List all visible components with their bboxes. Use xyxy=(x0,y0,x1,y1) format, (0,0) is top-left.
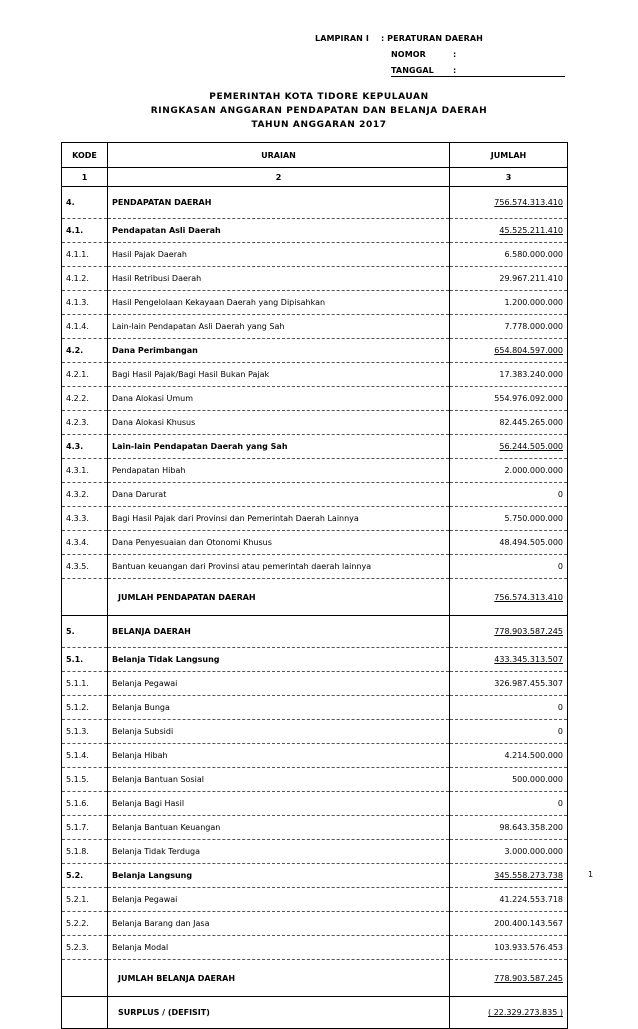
table-row xyxy=(62,648,568,672)
row-kode: 4.1.4. xyxy=(62,315,108,339)
row-kode: 4.3.3. xyxy=(62,507,108,531)
row-kode: 5.1.4. xyxy=(62,744,108,768)
table-row xyxy=(62,936,568,960)
table-row xyxy=(62,792,568,816)
title-line-1: PEMERINTAH KOTA TIDORE KEPULAUAN xyxy=(209,92,429,102)
row-uraian: Dana Alokasi Khusus xyxy=(108,411,450,435)
row-uraian: SURPLUS / (DEFISIT) xyxy=(108,997,450,1029)
row-kode: 5.1.6. xyxy=(62,792,108,816)
page-number: 1 xyxy=(588,870,594,879)
row-kode: 4.2.1. xyxy=(62,363,108,387)
table-row xyxy=(62,555,568,579)
row-kode: 5.1.1. xyxy=(62,672,108,696)
row-kode: 4.3.1. xyxy=(62,459,108,483)
row-uraian: JUMLAH PENDAPATAN DAERAH xyxy=(108,579,450,616)
row-kode: 5. xyxy=(62,616,108,648)
table-row xyxy=(62,531,568,555)
row-uraian: Bagi Hasil Pajak/Bagi Hasil Bukan Pajak xyxy=(108,363,450,387)
row-jumlah: 500.000.000 xyxy=(450,768,568,792)
row-jumlah: 654.804.597.000 xyxy=(450,339,568,363)
row-uraian: Belanja Bunga xyxy=(108,696,450,720)
row-jumlah: 200.400.143.567 xyxy=(450,912,568,936)
row-kode: 4.3. xyxy=(62,435,108,459)
row-kode: 4.1.2. xyxy=(62,267,108,291)
row-uraian: Bagi Hasil Pajak dari Provinsi dan Pemerintah Daerah Lainnya xyxy=(108,507,450,531)
table-row xyxy=(62,816,568,840)
row-jumlah: 0 xyxy=(450,696,568,720)
column-number-1: 1 xyxy=(62,168,108,187)
table-row xyxy=(62,459,568,483)
row-uraian: PENDAPATAN DAERAH xyxy=(108,187,450,219)
row-kode: 4.2. xyxy=(62,339,108,363)
table-row xyxy=(62,912,568,936)
row-kode: 5.1.5. xyxy=(62,768,108,792)
header-jumlah: JUMLAH xyxy=(450,143,568,168)
table-row xyxy=(62,672,568,696)
row-jumlah: 29.967.211.410 xyxy=(450,267,568,291)
lampiran-value: : PERATURAN DAERAH xyxy=(381,34,483,43)
table-row xyxy=(62,768,568,792)
table-row xyxy=(62,744,568,768)
row-uraian: Pendapatan Hibah xyxy=(108,459,450,483)
row-uraian: Belanja Tidak Terduga xyxy=(108,840,450,864)
table-row xyxy=(62,960,568,997)
row-jumlah: 6.580.000.000 xyxy=(450,243,568,267)
row-uraian: Dana Darurat xyxy=(108,483,450,507)
table-row xyxy=(62,435,568,459)
row-jumlah: 778.903.587.245 xyxy=(450,960,568,997)
row-jumlah: 778.903.587.245 xyxy=(450,616,568,648)
row-jumlah: 7.778.000.000 xyxy=(450,315,568,339)
row-uraian: Belanja Modal xyxy=(108,936,450,960)
column-number-2: 2 xyxy=(108,168,450,187)
table-row xyxy=(62,291,568,315)
row-uraian: Belanja Barang dan Jasa xyxy=(108,912,450,936)
table-row xyxy=(62,720,568,744)
row-kode: 4.2.2. xyxy=(62,387,108,411)
row-kode: 4.1. xyxy=(62,219,108,243)
table-row xyxy=(62,387,568,411)
row-kode: 5.1. xyxy=(62,648,108,672)
row-jumlah: 103.933.576.453 xyxy=(450,936,568,960)
row-kode: 5.2.2. xyxy=(62,912,108,936)
row-uraian: Belanja Langsung xyxy=(108,864,450,888)
row-kode: 4.3.2. xyxy=(62,483,108,507)
table-row xyxy=(62,579,568,616)
table-row xyxy=(62,267,568,291)
row-kode: 4.1.3. xyxy=(62,291,108,315)
row-uraian: BELANJA DAERAH xyxy=(108,616,450,648)
row-uraian: Belanja Pegawai xyxy=(108,672,450,696)
header-kode: KODE xyxy=(62,143,108,168)
lampiran-label: LAMPIRAN I xyxy=(315,34,369,43)
row-jumlah: 0 xyxy=(450,720,568,744)
title-line-3: TAHUN ANGGARAN 2017 xyxy=(251,120,387,130)
row-jumlah: 756.574.313.410 xyxy=(450,187,568,219)
table-row xyxy=(62,997,568,1029)
row-jumlah: 1.200.000.000 xyxy=(450,291,568,315)
row-jumlah: 326.987.455.307 xyxy=(450,672,568,696)
column-number-row xyxy=(62,168,568,187)
table-header-row xyxy=(62,143,568,168)
row-uraian: Lain-lain Pendapatan Asli Daerah yang Sah xyxy=(108,315,450,339)
row-kode: 5.1.2. xyxy=(62,696,108,720)
table-row xyxy=(62,864,568,888)
nomor-label: NOMOR xyxy=(391,50,426,59)
row-uraian: Hasil Pajak Daerah xyxy=(108,243,450,267)
row-jumlah: 0 xyxy=(450,792,568,816)
row-jumlah: 3.000.000.000 xyxy=(450,840,568,864)
table-row xyxy=(62,888,568,912)
row-uraian: Pendapatan Asli Daerah xyxy=(108,219,450,243)
row-kode xyxy=(62,960,108,997)
row-kode xyxy=(62,997,108,1029)
row-jumlah: ( 22.329.273.835 ) xyxy=(450,997,568,1029)
row-kode: 4.3.4. xyxy=(62,531,108,555)
row-kode: 5.2.3. xyxy=(62,936,108,960)
row-jumlah: 41.224.553.718 xyxy=(450,888,568,912)
row-uraian: Lain-lain Pendapatan Daerah yang Sah xyxy=(108,435,450,459)
column-number-3: 3 xyxy=(450,168,568,187)
tanggal-underline xyxy=(391,76,565,77)
row-jumlah: 45.525.211.410 xyxy=(450,219,568,243)
row-jumlah: 0 xyxy=(450,483,568,507)
row-kode xyxy=(62,579,108,616)
tanggal-label: TANGGAL xyxy=(391,66,434,75)
table-row xyxy=(62,616,568,648)
table-row xyxy=(62,363,568,387)
row-kode: 5.2.1. xyxy=(62,888,108,912)
row-kode: 4.3.5. xyxy=(62,555,108,579)
row-uraian: Bantuan keuangan dari Provinsi atau pemerintah daerah lainnya xyxy=(108,555,450,579)
row-uraian: Dana Alokasi Umum xyxy=(108,387,450,411)
row-jumlah: 756.574.313.410 xyxy=(450,579,568,616)
row-jumlah: 56.244.505.000 xyxy=(450,435,568,459)
row-kode: 4.1.1. xyxy=(62,243,108,267)
row-jumlah: 433.345.313.507 xyxy=(450,648,568,672)
row-kode: 5.1.8. xyxy=(62,840,108,864)
budget-summary-table xyxy=(61,142,568,1029)
table-row xyxy=(62,507,568,531)
tanggal-colon: : xyxy=(453,66,457,75)
row-jumlah: 4.214.500.000 xyxy=(450,744,568,768)
row-jumlah: 554.976.092.000 xyxy=(450,387,568,411)
row-uraian: Belanja Pegawai xyxy=(108,888,450,912)
row-jumlah: 17.383.240.000 xyxy=(450,363,568,387)
row-uraian: Belanja Hibah xyxy=(108,744,450,768)
table-row xyxy=(62,219,568,243)
table-row xyxy=(62,840,568,864)
row-uraian: Belanja Subsidi xyxy=(108,720,450,744)
row-jumlah: 0 xyxy=(450,555,568,579)
row-jumlah: 82.445.265.000 xyxy=(450,411,568,435)
row-uraian: Dana Penyesuaian dan Otonomi Khusus xyxy=(108,531,450,555)
table-row xyxy=(62,411,568,435)
row-uraian: Dana Perimbangan xyxy=(108,339,450,363)
row-kode: 5.1.3. xyxy=(62,720,108,744)
table-row xyxy=(62,696,568,720)
row-kode: 4.2.3. xyxy=(62,411,108,435)
row-uraian: Belanja Bagi Hasil xyxy=(108,792,450,816)
row-jumlah: 345.558.273.738 xyxy=(450,864,568,888)
row-jumlah: 2.000.000.000 xyxy=(450,459,568,483)
row-uraian: Belanja Bantuan Keuangan xyxy=(108,816,450,840)
header-uraian: URAIAN xyxy=(108,143,450,168)
row-kode: 5.1.7. xyxy=(62,816,108,840)
row-kode: 5.2. xyxy=(62,864,108,888)
table-row xyxy=(62,187,568,219)
table-row xyxy=(62,483,568,507)
title-line-2: RINGKASAN ANGGARAN PENDAPATAN DAN BELANJA DAERAH xyxy=(150,106,488,116)
nomor-colon: : xyxy=(453,50,457,59)
row-uraian: Belanja Tidak Langsung xyxy=(108,648,450,672)
row-uraian: Belanja Bantuan Sosial xyxy=(108,768,450,792)
table-row xyxy=(62,315,568,339)
table-row xyxy=(62,339,568,363)
row-jumlah: 5.750.000.000 xyxy=(450,507,568,531)
row-kode: 4. xyxy=(62,187,108,219)
row-uraian: Hasil Retribusi Daerah xyxy=(108,267,450,291)
row-uraian: Hasil Pengelolaan Kekayaan Daerah yang Dipisahkan xyxy=(108,291,450,315)
row-jumlah: 48.494.505.000 xyxy=(450,531,568,555)
row-jumlah: 98.643.358.200 xyxy=(450,816,568,840)
row-uraian: JUMLAH BELANJA DAERAH xyxy=(108,960,450,997)
table-row xyxy=(62,243,568,267)
